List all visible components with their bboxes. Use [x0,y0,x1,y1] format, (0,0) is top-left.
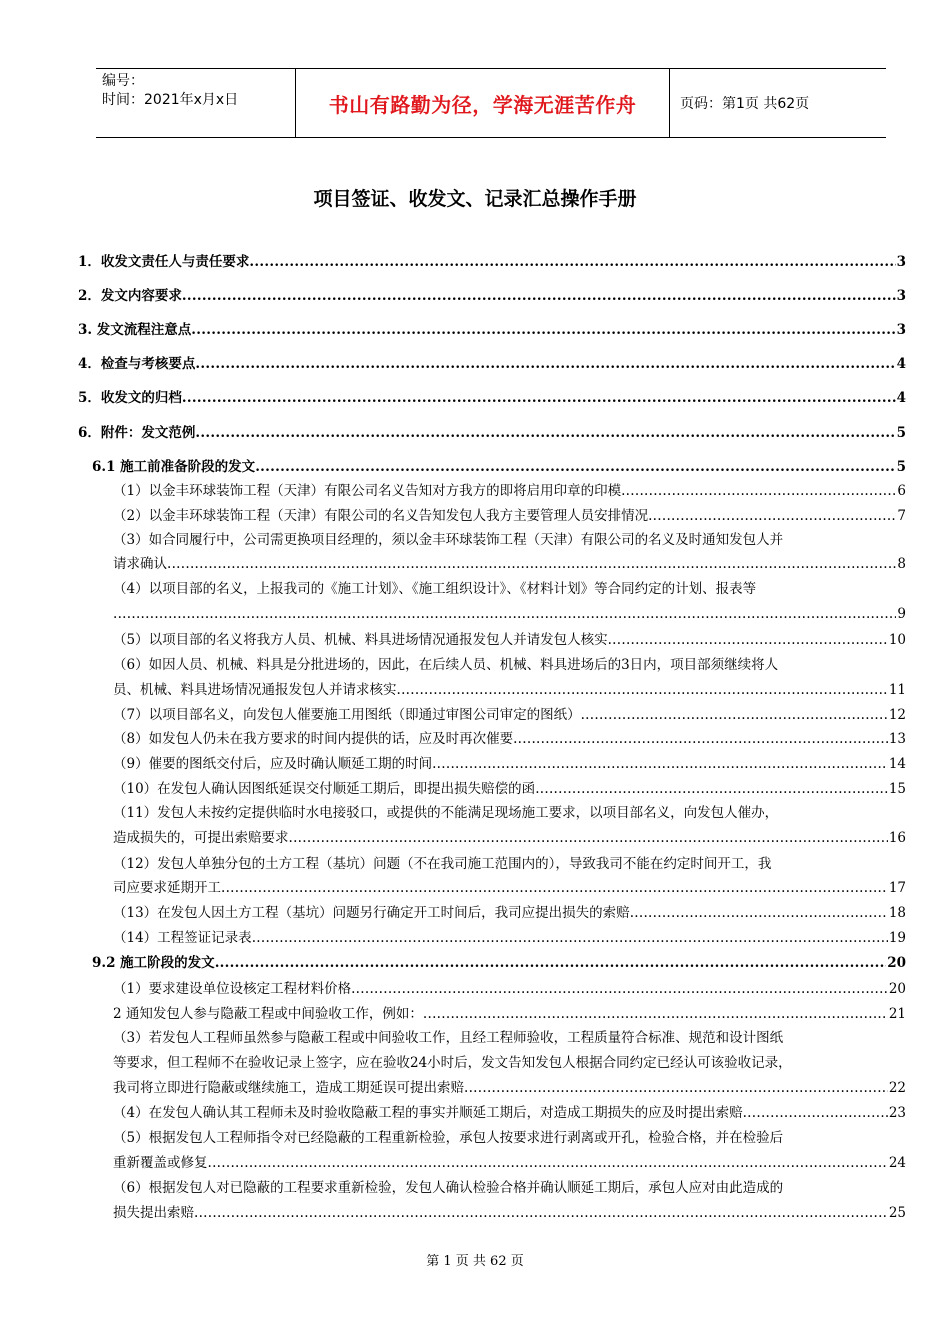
toc-leader [397,682,888,698]
toc-page-number: 17 [888,880,906,896]
toc-page-number: 19 [888,930,906,946]
toc-entry[interactable]: 5．收发文的归档 ..... 4 [78,390,906,406]
toc-item-line: （4）以项目部的名义，上报我司的《施工计划》、《施工组织设计》、《材料计划》等合同约定的计划、报表等 [113,581,757,597]
toc-leader [221,880,888,896]
toc-item[interactable]: 2 通知发包人参与隐蔽工程或中间验收工作，例如： ..... 21 [113,1006,906,1022]
toc-page-number: 20 [887,955,906,971]
toc-page-number: 15 [888,781,906,797]
toc-item[interactable]: （13）在发包人因土方工程（基坑）问题另行确定开工时间后，我司应提出损失的索赔 ..... 18 [113,905,906,921]
toc-section[interactable]: 6.1 施工前准备阶段的发文 ..... 5 [92,459,906,475]
toc-leader [630,905,888,921]
toc-page-number: 7 [897,508,906,524]
toc-leader [252,930,888,946]
number-label: 编号： [102,73,144,89]
toc-page-number: 23 [888,1105,906,1121]
toc-leader [289,830,888,846]
toc-leader [513,731,888,747]
toc-item-line: （6）如因人员、机械、料具是分批进场的，因此，在后续人员、机械、料具进场后的3日内，项目部须继续将人 [113,657,779,673]
toc-page-number: 6 [897,483,906,499]
toc-page-number: 3 [896,288,906,304]
toc-item-line: （6）根据发包人对已隐蔽的工程要求重新检验，发包人确认检验合格并确认顺延工期后，承包人应对由此造成的 [113,1180,784,1196]
toc-leader [249,254,895,270]
toc-item[interactable]: 员、机械、料具进场情况通报发包人并请求核实 ..... 11 [113,682,906,698]
toc-item[interactable]: （9）催要的图纸交付后，应及时确认顺延工期的时间 ..... 14 [113,756,906,772]
toc-item-line: （3）若发包人工程师虽然参与隐蔽工程或中间验收工作，且经工程师验收，工程质量符合标准、规范和设计图纸 [113,1030,784,1046]
toc-page-number: 5 [896,459,906,475]
toc-leader [535,781,888,797]
toc-leader [113,606,896,622]
document-title: 项目签证、收发文、记录汇总操作手册 [313,188,637,210]
toc-entry[interactable]: 1．收发文责任人与责任要求 ..... 3 [78,254,906,270]
toc-leader [255,459,895,475]
toc-item[interactable]: （8）如发包人仍未在我方要求的时间内提供的话，应及时再次催要 ..... 13 [113,731,906,747]
toc-page-number: 4 [896,390,906,406]
toc-leader [423,1006,888,1022]
toc-leader [191,322,895,338]
toc-entry[interactable]: 2．发文内容要求 ..... 3 [78,288,906,304]
toc-leader [743,1105,888,1121]
toc-item[interactable]: 我司将立即进行隐蔽或继续施工，造成工期延误可提出索赔 ..... 22 [113,1080,906,1096]
toc-item[interactable]: （14）工程签证记录表 ..... 19 [113,930,906,946]
toc-page-number: 4 [896,356,906,372]
toc-leader [194,1205,888,1221]
toc-page-number: 24 [888,1155,906,1171]
toc-page-number: 14 [888,756,906,772]
toc-leader [432,756,888,772]
header-info-cell [96,69,296,137]
toc-page-number: 8 [897,556,906,572]
toc-page-number: 9 [897,606,906,622]
toc-page-number: 18 [888,905,906,921]
toc-item[interactable]: 造成损失的，可提出索赔要求 ..... 16 [113,830,906,846]
toc-item[interactable] [113,606,906,622]
toc-item-line: 等要求，但工程师不在验收记录上签字，应在验收24小时后，发文告知发包人根据合同约定已经认可该验收记录， [113,1055,792,1071]
toc-item[interactable]: （1）要求建设单位设核定工程材料价格 ..... 20 [113,981,906,997]
toc-leader [208,1155,888,1171]
toc-leader [167,556,896,572]
toc-item[interactable]: （5）以项目部的名义将我方人员、机械、料具进场情况通报发包人并请发包人核实 ..... 10 [113,632,906,648]
page-header [96,68,886,138]
toc-leader [351,981,888,997]
toc-item[interactable]: （4）在发包人确认其工程师未及时验收隐蔽工程的事实并顺延工期后，对造成工期损失的应及时提出索赔 ..... 23 [113,1105,906,1121]
toc-leader [182,390,896,406]
time-label: 时间：2021年x月x日 [102,92,239,108]
toc-page-number: 16 [888,830,906,846]
toc-page-number: 25 [888,1205,906,1221]
toc-item[interactable]: 重新覆盖或修复 ..... 24 [113,1155,906,1171]
toc-item[interactable]: （2）以金丰环球装饰工程（天津）有限公司的名义告知发包人我方主要管理人员安排情况 ..... 7 [113,508,906,524]
toc-leader [182,288,896,304]
toc-page-number: 11 [888,682,906,698]
page-footer: 第 1 页 共 62 页 [426,1254,524,1269]
toc-item[interactable]: （1）以金丰环球装饰工程（天津）有限公司名义告知对方我方的即将启用印章的印模 ..... 6 [113,483,906,499]
toc-item[interactable]: 损失提出索赔 ..... 25 [113,1205,906,1221]
toc-section[interactable]: 9.2 施工阶段的发文 ..... 20 [92,955,906,971]
toc-item[interactable]: （10）在发包人确认因图纸延误交付顺延工期后，即提出损失赔偿的函 ..... 15 [113,781,906,797]
toc-page-number: 20 [888,981,906,997]
toc-page-number: 22 [888,1080,906,1096]
toc-item[interactable]: 司应要求延期开工 ..... 17 [113,880,906,896]
toc-page-number: 3 [896,254,906,270]
header-motto: 书山有路勤为径，学海无涯苦作舟 [296,69,670,137]
toc-page-number: 13 [888,731,906,747]
toc-leader [648,508,896,524]
toc-page-number: 5 [896,425,906,441]
toc-leader [195,356,895,372]
toc-leader [215,955,887,971]
toc-page-number: 12 [888,707,906,723]
toc-item[interactable]: （7）以项目部名义，向发包人催要施工用图纸（即通过审图公司审定的图纸） ..... 12 [113,707,906,723]
toc-leader [464,1080,888,1096]
toc-leader [195,425,895,441]
toc-leader [581,707,888,723]
toc-item-line: （3）如合同履行中，公司需更换项目经理的，须以金丰环球装饰工程（天津）有限公司的名义及时通知发包人并 [113,532,784,548]
toc-entry[interactable]: 6．附件：发文范例 ..... 5 [78,425,906,441]
toc-item-line: （11）发包人未按约定提供临时水电接驳口，或提供的不能满足现场施工要求，以项目部名义，向发包人催办， [113,805,779,821]
toc-item[interactable]: 请求确认 ..... 8 [113,556,906,572]
toc-page-number: 10 [888,632,906,648]
toc-page-number: 3 [896,322,906,338]
toc-leader [608,632,888,648]
toc-leader [621,483,896,499]
toc-entry[interactable]: 3. 发文流程注意点 ..... 3 [78,322,906,338]
toc-page-number: 21 [888,1006,906,1022]
toc-item-line: （5）根据发包人工程师指令对已经隐蔽的工程重新检验，承包人按要求进行剥离或开孔，检验合格，并在检验后 [113,1130,784,1146]
header-page-info: 页码：第1页 共62页 [680,96,810,112]
toc-entry[interactable]: 4．检查与考核要点 ..... 4 [78,356,906,372]
toc-item-line: （12）发包人单独分包的土方工程（基坑）问题（不在我司施工范围内的），导致我司不能在约定时间开工，我 [113,856,772,872]
